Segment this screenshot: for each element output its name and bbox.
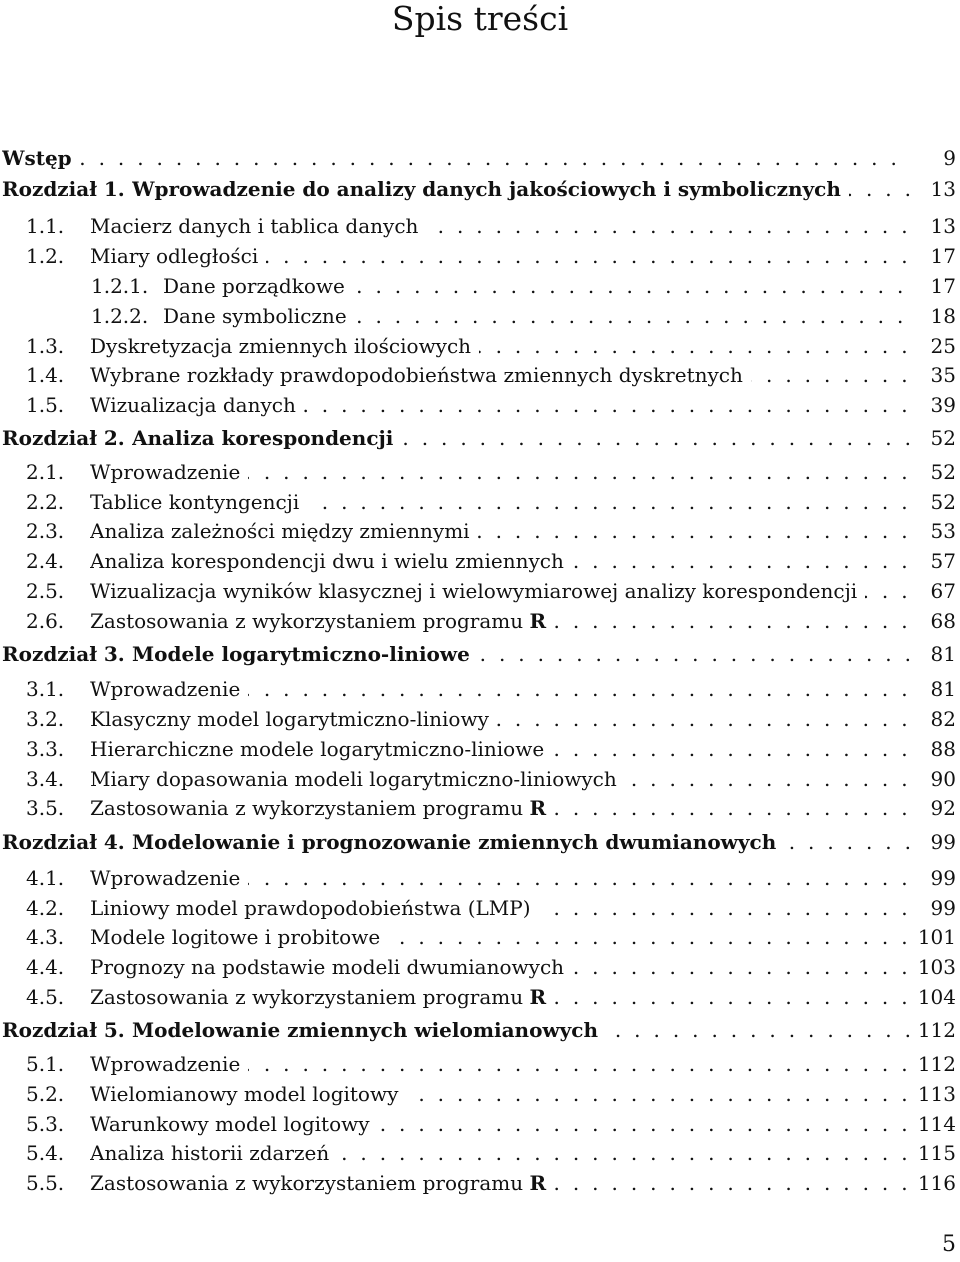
entry-number: 5.3. [26, 1112, 65, 1136]
entry-page-number: 17 [923, 272, 956, 300]
entry-title [90, 675, 910, 703]
entry-number: 5.4. [26, 1141, 65, 1165]
entry-page-number: 25 [923, 332, 956, 360]
entry-title [90, 1169, 910, 1197]
entry-number: 2.4. [26, 549, 65, 573]
entry-title-text: Analiza korespondencji [132, 426, 394, 450]
entry-title-text: Zastosowania z wykorzystaniem programu [90, 1171, 530, 1195]
entry-page-number: 39 [923, 391, 956, 419]
r-program-name: R [529, 985, 547, 1009]
entry-title [132, 1016, 910, 1044]
entry-number: Rozdział 2. [2, 426, 125, 450]
entry-title-text: Analiza zależności między zmiennymi [90, 519, 470, 543]
entry-page-number: 114 [910, 1110, 956, 1138]
toc-section-entry[interactable] [0, 864, 960, 892]
entry-title-text: Modelowanie i prognozowanie zmiennych dwumianowych [132, 830, 777, 854]
entry-page-number: 53 [923, 517, 956, 545]
entry-title-text: Dane porządkowe [163, 274, 345, 298]
entry-title [90, 1139, 910, 1167]
toc-chapter-entry[interactable] [0, 424, 960, 452]
entry-number: 3.1. [26, 677, 65, 701]
entry-page-number: 52 [923, 458, 956, 486]
entry-title [90, 547, 910, 575]
entry-title [90, 983, 910, 1011]
entry-title [163, 302, 910, 330]
entry-number: 4.1. [26, 866, 65, 890]
entry-page-number: 57 [923, 547, 956, 575]
entry-title [90, 1080, 910, 1108]
entry-page-number: 90 [923, 765, 956, 793]
entry-title-text: Klasyczny model logarytmiczno-liniowy [90, 707, 489, 731]
toc-section-entry[interactable] [0, 212, 960, 240]
entry-title-text: Wprowadzenie [90, 866, 241, 890]
toc-section-entry[interactable] [0, 1080, 960, 1108]
entry-title [90, 212, 910, 240]
entry-title [90, 953, 910, 981]
entry-number: 2.6. [26, 609, 65, 633]
entry-title [90, 332, 910, 360]
entry-number: 4.3. [26, 925, 65, 949]
entry-title-text: Wstęp [2, 146, 72, 170]
entry-page-number: 18 [923, 302, 956, 330]
entry-title-text: Prognozy na podstawie modeli dwumianowych [90, 955, 565, 979]
entry-title [90, 488, 910, 516]
entry-title [90, 923, 910, 951]
toc-section-entry[interactable] [0, 983, 960, 1011]
entry-number: Rozdział 5. [2, 1018, 125, 1042]
toc-section-entry[interactable] [0, 794, 960, 822]
entry-title [132, 424, 910, 452]
entry-title-text: Miary dopasowania modeli logarytmiczno-liniowych [90, 767, 617, 791]
entry-title [2, 144, 910, 172]
entry-number: 5.1. [26, 1052, 65, 1076]
entry-page-number: 9 [935, 144, 956, 172]
entry-title [163, 272, 910, 300]
entry-title [90, 1110, 910, 1138]
entry-page-number: 88 [923, 735, 956, 763]
toc-section-entry[interactable] [0, 391, 960, 419]
entry-number: 3.3. [26, 737, 65, 761]
toc-section-entry[interactable] [0, 735, 960, 763]
entry-title [90, 242, 910, 270]
entry-title [90, 1050, 910, 1078]
entry-page-number: 13 [923, 212, 956, 240]
entry-page-number: 99 [923, 828, 956, 856]
entry-title [132, 640, 910, 668]
toc-section-entry[interactable] [0, 1169, 960, 1197]
entry-page-number: 81 [923, 675, 956, 703]
toc-section-entry[interactable] [0, 675, 960, 703]
toc-section-entry[interactable] [0, 332, 960, 360]
toc-section-entry[interactable] [0, 923, 960, 951]
entry-page-number: 112 [910, 1016, 956, 1044]
entry-page-number: 92 [923, 794, 956, 822]
entry-title-text: Analiza korespondencji dwu i wielu zmiennych [90, 549, 564, 573]
entry-number: 1.4. [26, 363, 65, 387]
entry-number: 1.5. [26, 393, 65, 417]
toc-section-entry[interactable] [0, 1050, 960, 1078]
entry-title-text: Wprowadzenie [90, 677, 241, 701]
entry-page-number: 82 [923, 705, 956, 733]
entry-number: Rozdział 3. [2, 642, 125, 666]
toc-chapter-entry[interactable] [0, 828, 960, 856]
entry-page-number: 113 [910, 1080, 956, 1108]
entry-page-number: 52 [923, 424, 956, 452]
entry-page-number: 17 [923, 242, 956, 270]
toc-section-entry[interactable] [0, 894, 960, 922]
entry-number: 1.2.2. [91, 304, 149, 328]
entry-title-text: Macierz danych i tablica danych [90, 214, 419, 238]
entry-title-text: Tablice kontyngencji [90, 490, 300, 514]
entry-number: 4.5. [26, 985, 65, 1009]
entry-number: Rozdział 4. [2, 830, 125, 854]
entry-page-number: 99 [923, 894, 956, 922]
entry-title [132, 175, 910, 203]
entry-title-text: Warunkowy model logitowy [90, 1112, 370, 1136]
entry-title [90, 577, 910, 605]
entry-number: 4.4. [26, 955, 65, 979]
entry-page-number: 68 [923, 607, 956, 635]
entry-page-number: 112 [910, 1050, 956, 1078]
entry-page-number: 67 [923, 577, 956, 605]
entry-title-text: Wybrane rozkłady prawdopodobieństwa zmiennych dyskretnych [90, 363, 743, 387]
entry-page-number: 81 [923, 640, 956, 668]
entry-title-text: Wizualizacja danych [90, 393, 296, 417]
entry-title-text: Zastosowania z wykorzystaniem programu [90, 985, 530, 1009]
entry-number: 4.2. [26, 896, 65, 920]
entry-title [90, 517, 910, 545]
entry-title [90, 705, 910, 733]
entry-page-number: 103 [910, 953, 956, 981]
toc-section-entry[interactable] [0, 547, 960, 575]
toc-subsection-entry[interactable] [0, 272, 960, 300]
entry-title-text: Modele logarytmiczno-liniowe [132, 642, 470, 666]
entry-title [90, 607, 910, 635]
toc-section-entry[interactable] [0, 577, 960, 605]
entry-number: 2.5. [26, 579, 65, 603]
entry-title-text: Wprowadzenie do analizy danych jakościowych i symbolicznych [132, 177, 841, 201]
entry-title-text: Dane symboliczne [163, 304, 347, 328]
entry-number: 1.2. [26, 244, 65, 268]
entry-title-text: Miary odległości [90, 244, 259, 268]
entry-number: Rozdział 1. [2, 177, 125, 201]
entry-title [132, 828, 910, 856]
entry-title [90, 765, 910, 793]
entry-title-text: Modele logitowe i probitowe [90, 925, 381, 949]
entry-title [90, 361, 910, 389]
entry-number: 2.2. [26, 490, 65, 514]
entry-title [90, 458, 910, 486]
entry-title-text: Modelowanie zmiennych wielomianowych [132, 1018, 598, 1042]
entry-title-text: Wprowadzenie [90, 1052, 241, 1076]
entry-number: 2.1. [26, 460, 65, 484]
entry-title [90, 864, 910, 892]
entry-number: 1.1. [26, 214, 65, 238]
entry-title [90, 391, 910, 419]
entry-number: 1.2.1. [91, 274, 149, 298]
toc-chapter-entry[interactable] [0, 640, 960, 668]
entry-number: 3.5. [26, 796, 65, 820]
toc-section-entry[interactable] [0, 242, 960, 270]
toc-section-entry[interactable] [0, 488, 960, 516]
toc-chapter-entry[interactable] [0, 1016, 960, 1044]
page-title: Spis treści [391, 0, 569, 38]
toc-section-entry[interactable] [0, 458, 960, 486]
toc-subsection-entry[interactable] [0, 302, 960, 330]
entry-title-text: Zastosowania z wykorzystaniem programu [90, 796, 530, 820]
entry-title [90, 794, 910, 822]
toc-section-entry[interactable] [0, 953, 960, 981]
toc-section-entry[interactable] [0, 607, 960, 635]
entry-title [90, 735, 910, 763]
entry-number: 3.4. [26, 767, 65, 791]
entry-number: 5.2. [26, 1082, 65, 1106]
toc-section-entry[interactable] [0, 1139, 960, 1167]
toc-chapter-entry[interactable] [0, 144, 960, 172]
entry-page-number: 52 [923, 488, 956, 516]
r-program-name: R [529, 796, 547, 820]
entry-number: 3.2. [26, 707, 65, 731]
entry-title-text: Hierarchiczne modele logarytmiczno-liniowe [90, 737, 545, 761]
r-program-name: R [529, 609, 547, 633]
entry-title-text: Wielomianowy model logitowy [90, 1082, 399, 1106]
entry-page-number: 115 [910, 1139, 956, 1167]
entry-title-text: Analiza historii zdarzeń [90, 1141, 330, 1165]
toc-section-entry[interactable] [0, 765, 960, 793]
toc-section-entry[interactable] [0, 705, 960, 733]
entry-number: 5.5. [26, 1171, 65, 1195]
entry-number: 1.3. [26, 334, 65, 358]
entry-page-number: 101 [910, 923, 956, 951]
toc-chapter-entry[interactable] [0, 175, 960, 203]
entry-page-number: 104 [910, 983, 956, 1011]
entry-title-text: Wprowadzenie [90, 460, 241, 484]
toc-section-entry[interactable] [0, 517, 960, 545]
entry-page-number: 99 [923, 864, 956, 892]
entry-title-text: Zastosowania z wykorzystaniem programu [90, 609, 530, 633]
entry-title [90, 894, 910, 922]
toc-section-entry[interactable] [0, 1110, 960, 1138]
r-program-name: R [529, 1171, 547, 1195]
entry-title-text: Dyskretyzacja zmiennych ilościowych [90, 334, 472, 358]
entry-page-number: 35 [923, 361, 956, 389]
entry-page-number: 116 [910, 1169, 956, 1197]
entry-number: 2.3. [26, 519, 65, 543]
entry-page-number: 13 [923, 175, 956, 203]
entry-title-text: Liniowy model prawdopodobieństwa (LMP) [90, 896, 531, 920]
toc-section-entry[interactable] [0, 361, 960, 389]
entry-title-text: Wizualizacja wyników klasycznej i wielowymiarowej analizy korespondencji [90, 579, 858, 603]
page-number: 5 [942, 1232, 956, 1257]
